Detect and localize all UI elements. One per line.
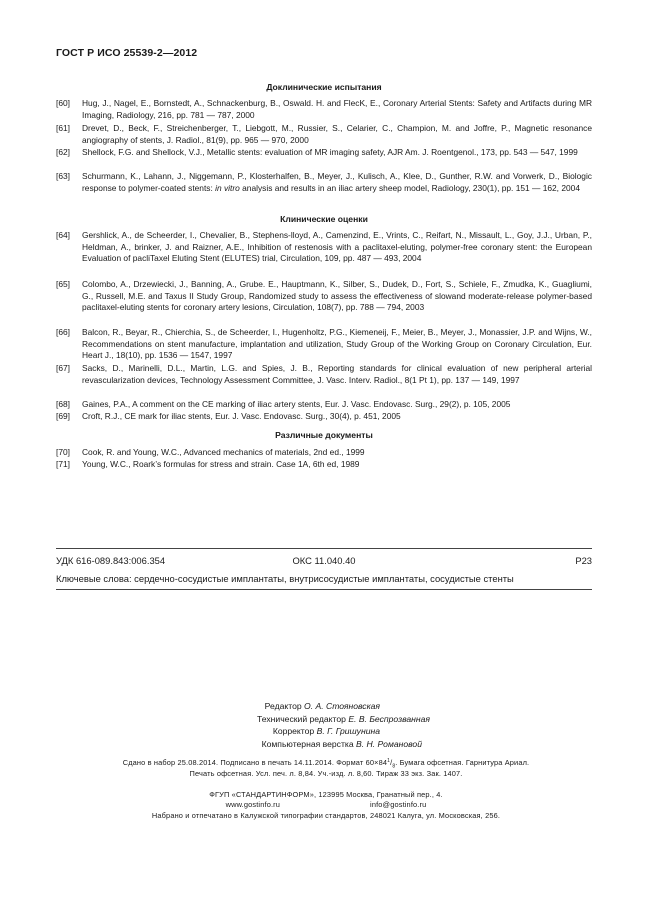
credits-block — [170, 700, 440, 752]
reference-number: [69] — [56, 411, 70, 421]
reference-text: Shellock, F.G. and Shellock, V.J., Metallic stents: evaluation of MR imaging safety, AJR Am. J. Roentgenol., 173, pp. 543 — 547, 1999 — [82, 147, 578, 157]
reference-71 — [56, 459, 592, 471]
imprint-line-2: Печать офсетная. Усл. печ. л. 8,84. Уч.-изд. л. 8,60. Тираж 33 экз. Зак. 1407. — [189, 769, 463, 778]
reference-60 — [56, 98, 592, 121]
reference-text: Croft, R.J., CE mark for iliac stents, Eur. J. Vasc. Endovasc. Surg., 30(4), p. 451, 2005 — [82, 411, 401, 421]
italic-term: in vitro — [215, 182, 240, 193]
publisher-address: ФГУП «СТАНДАРТИНФОРМ», 123995 Москва, Гранатный пер., 4. — [209, 790, 443, 799]
reference-text: Schurmann, K., Lahann, J., Niggemann, P., Klosterhalfen, B., Meyer, J., Kulisch, A., Klee, D., Gunther, R.W. and Vorwerk, D., Biologic response to polymer-coated stents: in vitro analysis and results in an iliac artery sheep model, Radiology, 230(1), pp. 151 — 162, 2004 — [82, 171, 592, 193]
imprint-line-1: Сдано в набор 25.08.2014. Подписано в печать 14.11.2014. Формат $60\times 84^1/_8$. Бумага офсетная. Гарнитура Ариал. — [122, 758, 530, 770]
credit-corrector: Корректор В. Г. Гришунина — [272, 726, 380, 736]
publisher-contacts — [56, 800, 596, 809]
reference-number: [61] — [56, 123, 70, 133]
reference-text: Gershlick, A., de Scheerder, I., Chevalier, B., Stephens-lloyd, A., Camenzind, E., Vrints, C., Reifart, N., Missault, L., Goy, J.J., Urban, P., Heldman, A., brinker, J. and Raizner, A.E., Inhibition of restenosis with a paclitaxel-eluting, polymer-free coronary stent: the European Evaluation of pacliTaxel Eluting Stent (ELUTES) trial, Circulation, 109, pp. 487 — 493, 2004 — [82, 230, 592, 264]
section-heading-misc: Различные документы — [275, 430, 373, 440]
credit-tech-editor: Технический редактор Е. В. Беспрозванная — [257, 713, 430, 724]
reference-text: Cook, R. and Young, W.C., Advanced mechanics of materials, 2nd ed., 1999 — [82, 447, 365, 457]
reference-61 — [56, 123, 592, 146]
reference-number: [63] — [56, 171, 70, 181]
divider-top — [56, 548, 592, 549]
reference-number: [70] — [56, 447, 70, 457]
keywords: Ключевые слова: сердечно-сосудистые имплантаты, внутрисосудистые имплантаты, сосудистые стенты — [56, 573, 514, 584]
reference-text: Sacks, D., Marinelli, D.L., Martin, L.G. and Spies, J. B., Reporting standards for clinical evaluation of new peripheral arterial revascularization devices, Technology Assessment Committee, J. Vasc. Interv. Radiol., 8(1 Pt 1), pp. 137 — 149, 1997 — [82, 363, 592, 385]
reference-number: [68] — [56, 399, 70, 409]
section-heading-preclinical: Доклинические испытания — [266, 82, 382, 92]
reference-62 — [56, 147, 592, 159]
reference-number: [62] — [56, 147, 70, 157]
reference-text: Gaines, P.A., A comment on the CE marking of iliac artery stents, Eur. J. Vasc. Endovasc. Surg., 29(2), p. 105, 2005 — [82, 399, 511, 409]
reference-number: [71] — [56, 459, 70, 469]
reference-68 — [56, 399, 592, 411]
reference-number: [60] — [56, 98, 70, 108]
reference-69 — [56, 411, 592, 423]
publisher-email[interactable]: info@gostinfo.ru — [370, 800, 427, 809]
reference-number: [67] — [56, 363, 70, 373]
reference-text: Balcon, R., Beyar, R., Chierchia, S., de Scheerder, I., Hugenholtz, P.G., Kiemeneij, F., Meier, B., Meyer, J., Monassier, J.P. and Wijns, W., Recommendations on stent manufacture, implantation and utilization, Study Group of the Working Group on Coronary Circulation, Eur. Heart J., 18(10), pp. 1536 — 1547, 1997 — [82, 327, 592, 361]
reference-number: [66] — [56, 327, 70, 337]
reference-65 — [56, 279, 592, 314]
reference-63 — [56, 171, 592, 194]
reference-text: Drevet, D., Beck, F., Streichenberger, T., Liebgott, M., Russier, S., Celarier, C., Champion, M. and Joffre, P., Magnetic resonance angiography of stents, J. Radiol., 81(9), pp. 965 — 970, 2000 — [82, 123, 592, 145]
reference-70 — [56, 447, 592, 459]
printer-info: Набрано и отпечатано в Калужской типографии стандартов, 248021 Калуга, ул. Московская, 256. — [151, 811, 501, 820]
reference-text: Colombo, A., Drzewiecki, J., Banning, A., Grube. E., Hauptmann, K., Silber, S., Dudek, D., Fort, S., Schiele, F., Zmudka, K., Guagliumi, G., Russell, M.E. and Taxus II Study Group, Randomized study to assess the effectiveness of slowand moderate-release polymer-based paclitaxel-eluting stents for coronary artery lesions, Circulation, 108(7), pp. 788 — 794, 2003 — [82, 279, 592, 313]
reference-number: [64] — [56, 230, 70, 240]
reference-67 — [56, 363, 592, 386]
classification-row — [56, 555, 592, 568]
reference-text: Young, W.C., Roark’s formulas for stress and strain. Case 1A, 6th ed, 1989 — [82, 459, 360, 469]
section-heading-clinical: Клинические оценки — [280, 214, 368, 224]
credit-editor: Редактор О. А. Стояновская — [264, 701, 380, 711]
reference-text: Hug, J., Nagel, E., Bornstedt, A., Schnackenburg, B., Oswald. H. and FlecK, E., Coronary Arterial Stents: Safety and Artifacts during MR Imaging, Radiology, 216, pp. 781 — 787, 2000 — [82, 98, 592, 120]
reference-number: [65] — [56, 279, 70, 289]
credit-layout: Компьютерная верстка В. Н. Романовой — [261, 738, 422, 749]
udk-code: УДК 616-089.843:006.354 — [56, 555, 166, 566]
publisher-website[interactable]: www.gostinfo.ru — [225, 800, 281, 809]
group-code: Р23 — [575, 555, 592, 566]
oks-code: ОКС 11.040.40 — [292, 555, 356, 566]
reference-66 — [56, 327, 592, 362]
divider-bottom — [56, 589, 592, 590]
document-title: ГОСТ Р ИСО 25539-2—2012 — [56, 47, 198, 59]
reference-64 — [56, 230, 592, 265]
